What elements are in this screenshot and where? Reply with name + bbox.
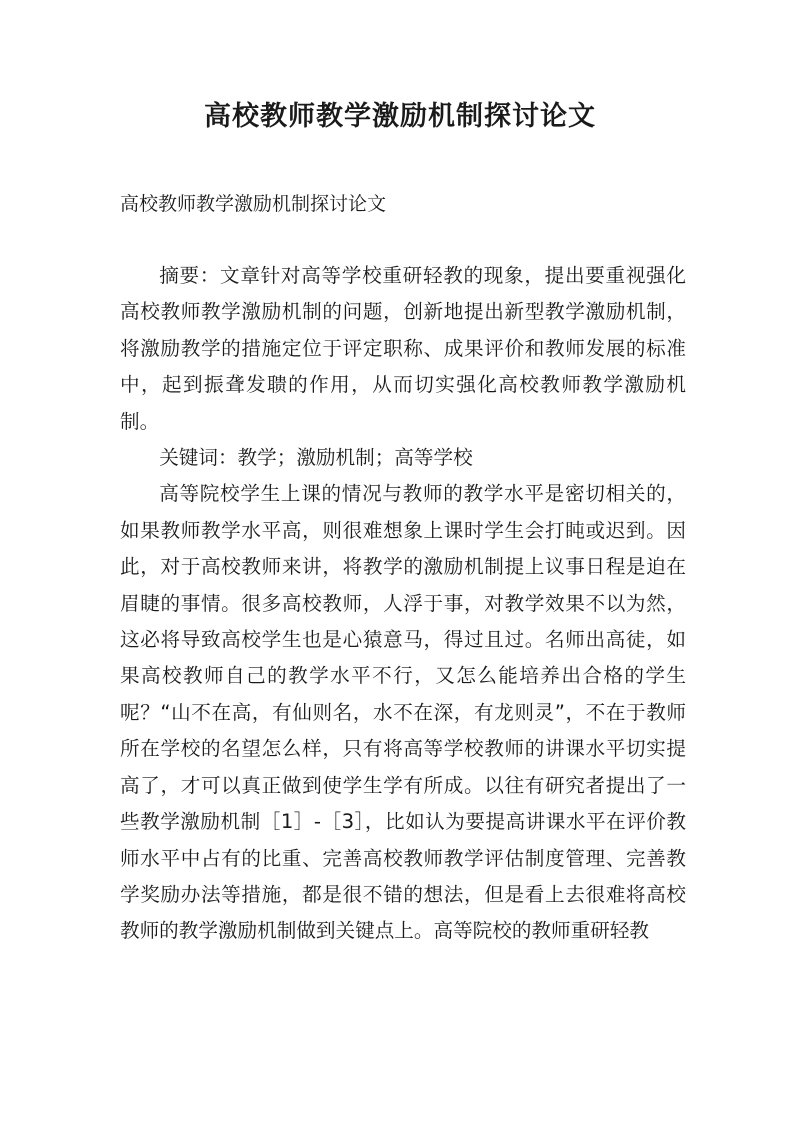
abstract-paragraph: 摘要：文章针对高等学校重研轻教的现象，提出要重视强化高校教师教学激励机制的问题，创新地提出新型教学激励机制，将激励教学的措施定位于评定职称、成果评价和教师发展的标准中，起到振聋发聩的作用，从而切实强化高校教师教学激励机制。 xyxy=(120,264,686,433)
document-title: 高校教师教学激励机制探讨论文 xyxy=(204,101,596,132)
document-body xyxy=(120,258,686,950)
document-subtitle: 高校教师教学激励机制探讨论文 xyxy=(120,193,387,215)
body-paragraph: 高等院校学生上课的情况与教师的教学水平是密切相关的，如果教师教学水平高，则很难想象上课时学生会打盹或迟到。因此，对于高校教师来讲，将教学的激励机制提上议事日程是迫在眉睫的事情。很多高校教师，人浮于事，对教学效果不以为然，这必将导致高校学生也是心猿意马，得过且过。名师出高徒，如果高校教师自己的教学水平不行，又怎么能培养出合格的学生呢？“山不在高，有仙则名，水不在深，有龙则灵”，不在于教师所在学校的名望怎么样，只有将高等学校教师的讲课水平切实提高了，才可以真正做到使学生学有所成。以往有研究者提出了一些教学激励机制［1］-［3］，比如认为要提高讲课水平在评价教师水平中占有的比重、完善高校教师教学评估制度管理、完善教学奖励办法等措施，都是很不错的想法，但是看上去很难将高校教师的教学激励机制做到关键点上。高等院校的教师重研轻教 xyxy=(120,482,686,943)
keywords-paragraph: 关键词：教学；激励机制；高等学校 xyxy=(159,446,473,470)
